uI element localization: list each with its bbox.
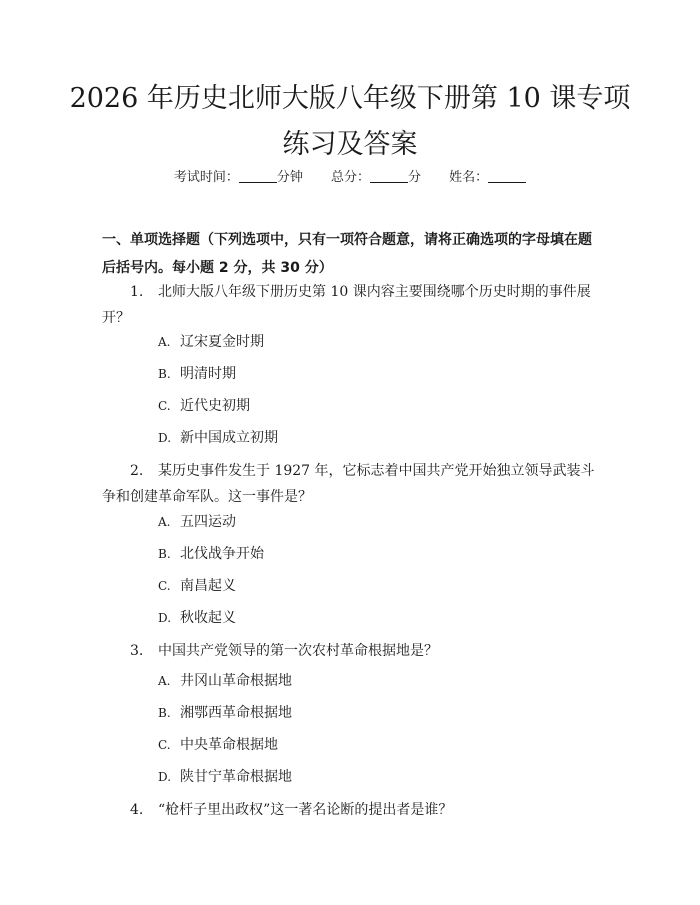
option-letter: D. (158, 770, 172, 784)
exam-time-label: 考试时间： (173, 170, 239, 185)
question-2 (102, 458, 598, 510)
question-3-option-b (158, 703, 292, 723)
question-text: “枪杆子里出政权”这一著名论断的提出者是谁？ (158, 802, 453, 818)
question-4 (102, 797, 598, 823)
total-score-unit: 分 (408, 170, 422, 185)
name-label: 姓名： (449, 170, 489, 185)
question-3 (102, 638, 598, 664)
total-score-blank (370, 168, 408, 183)
question-number: 4. (130, 802, 144, 818)
option-letter: D. (158, 611, 172, 625)
option-letter: A. (158, 335, 171, 349)
question-2-option-a (158, 512, 236, 532)
question-3-option-d (158, 767, 292, 787)
option-letter: A. (158, 515, 171, 529)
question-number: 2. (130, 463, 144, 479)
question-2-option-b (158, 544, 264, 564)
option-letter: C. (158, 399, 171, 413)
option-letter: C. (158, 579, 171, 593)
option-letter: A. (158, 674, 171, 688)
question-text: 某历史事件发生于 1927 年，它标志着中国共产党开始独立领导武装斗争和创建革命军队。这一事件是？ (102, 463, 595, 505)
question-number: 1. (130, 284, 144, 300)
question-2-option-c (158, 576, 236, 596)
option-text: 中央革命根据地 (180, 737, 278, 753)
question-text: 北师大版八年级下册历史第 10 课内容主要围绕哪个历史时期的事件展开？ (102, 284, 591, 326)
exam-time-blank (239, 168, 277, 183)
question-text: 中国共产党领导的第一次农村革命根据地是？ (158, 643, 438, 659)
option-text: 湘鄂西革命根据地 (180, 705, 292, 721)
option-text: 明清时期 (180, 366, 236, 382)
question-1-option-a (158, 332, 264, 352)
page-title: 2026 年历史北师大版八年级下册第 10 课专项练习及答案 (69, 83, 631, 160)
question-1 (102, 279, 598, 331)
section-heading: 一、单项选择题（下列选项中，只有一项符合题意，请将正确选项的字母填在题后括号内。每小题 2 分，共 30 分） (102, 232, 592, 276)
option-letter: D. (158, 431, 172, 445)
option-text: 辽宋夏金时期 (180, 334, 264, 350)
option-text: 陕甘宁革命根据地 (180, 769, 292, 785)
option-text: 井冈山革命根据地 (180, 673, 292, 689)
question-3-option-c (158, 735, 278, 755)
name-blank (488, 168, 526, 183)
option-letter: B. (158, 547, 171, 561)
exam-time-unit: 分钟 (276, 170, 303, 185)
exam-time-field (174, 168, 303, 188)
total-score-label: 总分： (330, 170, 370, 185)
question-1-option-b (158, 364, 236, 384)
total-score-field (331, 168, 421, 188)
option-text: 近代史初期 (180, 398, 250, 414)
option-letter: B. (158, 367, 171, 381)
question-3-option-a (158, 671, 292, 691)
exam-info (0, 168, 700, 188)
option-text: 北伐战争开始 (180, 546, 264, 562)
option-text: 南昌起义 (180, 578, 236, 594)
question-number: 3. (130, 643, 144, 659)
option-text: 五四运动 (180, 514, 236, 530)
option-text: 新中国成立初期 (180, 430, 278, 446)
option-text: 秋收起义 (180, 610, 236, 626)
question-1-option-d (158, 428, 278, 448)
name-field (449, 168, 526, 188)
question-1-option-c (158, 396, 250, 416)
option-letter: B. (158, 706, 171, 720)
question-2-option-d (158, 608, 236, 628)
option-letter: C. (158, 738, 171, 752)
